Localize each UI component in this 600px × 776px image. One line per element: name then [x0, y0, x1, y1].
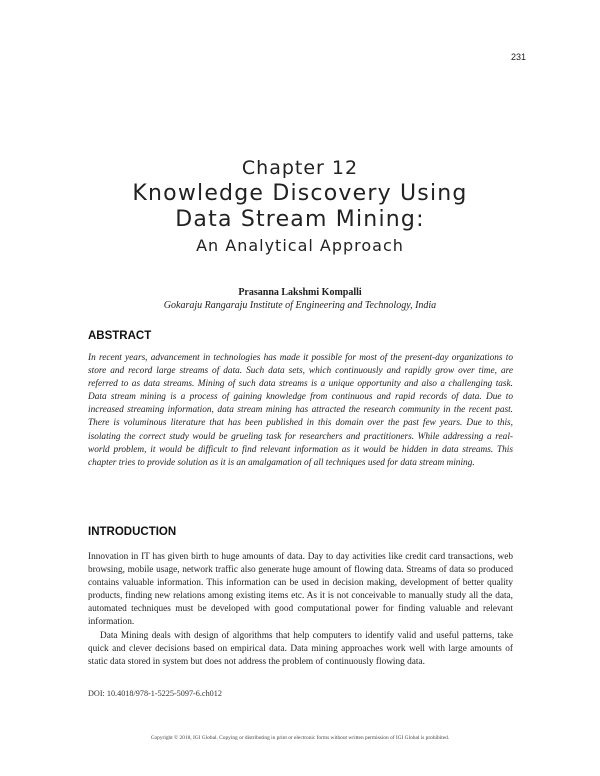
introduction-paragraph-2: Data Mining deals with design of algorithms that help computers to identify valid and useful patterns, take quick and clever decisions based on empirical data. Data mining approaches work well with large amounts of static data stored in system but does not address the problem of continuously flowing data. [88, 630, 513, 667]
author-name: Prasanna Lakshmi Kompalli [238, 287, 362, 298]
chapter-subtitle: An Analytical Approach [196, 236, 404, 255]
chapter-label: Chapter 12 [241, 157, 359, 179]
chapter-title-line-1: Knowledge Discovery Using [132, 181, 468, 206]
abstract-heading: ABSTRACT [88, 330, 152, 342]
author-affiliation: Gokaraju Rangaraju Institute of Engineering and Technology, India [163, 300, 437, 311]
chapter-title-line-2: Data Stream Mining: [175, 207, 425, 232]
abstract-text: In recent years, advancement in technologies has made it possible for most of the present-day organizations to store and record large streams of data. Such data sets, which continuously and rapidly grow over time, are referred to as data streams. Mining of such data streams is a unique opportunity and also a challenging task. Data stream mining is a process of gaining knowledge from continuous and rapid records of data. Due to increased streaming information, data stream mining has attracted the research community in the recent past. There is voluminous literature that has been published in this domain over the past few years. Due to this, isolating the correct study would be grueling task for researchers and practitioners. While addressing a real-world problem, it would be difficult to find relevant information as it would be hidden in data streams. This chapter tries to provide solution as it is an amalgamation of all techniques used for data stream mining. [88, 353, 513, 468]
page-number: 231 [510, 52, 526, 62]
introduction-body [88, 551, 513, 669]
introduction-paragraph-1: Innovation in IT has given birth to huge amounts of data. Day to day activities like credit card transactions, web browsing, mobile usage, network traffic also generate huge amount of flowing data. Streams of data so produced contains valuable information. This information can be used in decision making, development of better quality products, finding new relations among existing items etc. As it is not conceivable to manually study all the data, automated techniques must be developed with good computational power for finding valuable and relevant information. [88, 552, 513, 628]
introduction-heading: INTRODUCTION [88, 526, 177, 538]
copyright-notice: Copyright © 2018, IGI Global. Copying or distributing in print or electronic forms without written permission of IGI Global is prohibited. [150, 735, 450, 741]
doi: DOI: 10.4018/978-1-5225-5097-6.ch012 [88, 689, 222, 698]
